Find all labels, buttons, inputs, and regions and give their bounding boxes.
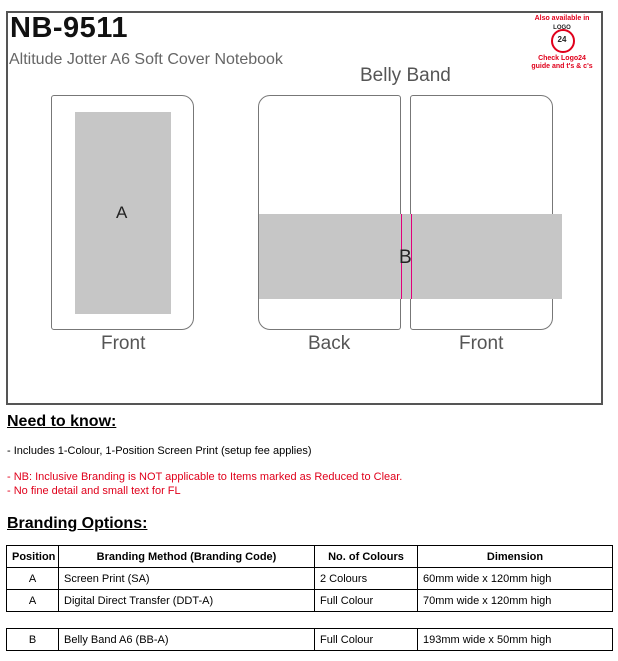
column-header: No. of Colours <box>315 546 418 568</box>
note-item: - Includes 1-Colour, 1-Position Screen Print (setup fee applies) <box>7 445 312 457</box>
cell-position: A <box>7 590 59 612</box>
logo24-note-line1: Also available in <box>534 15 590 22</box>
view-label-front: Front <box>101 333 146 354</box>
cell-position: A <box>7 568 59 590</box>
table-row <box>7 568 613 590</box>
position-label-b: B <box>399 247 412 268</box>
branding-options-table-b <box>6 628 613 651</box>
logo24-note-line2: Check Logo24 <box>538 55 586 62</box>
position-label-a: A <box>116 203 128 222</box>
view-label-front: Front <box>459 333 504 354</box>
logo24-note-line3: guide and t's & c's <box>531 63 593 70</box>
logo24-logo-number: 24 <box>557 35 567 44</box>
cell-dimension: 193mm wide x 50mm high <box>418 629 613 651</box>
branding-options-heading: Branding Options: <box>7 515 148 532</box>
need-to-know-heading: Need to know: <box>7 413 117 430</box>
table-row <box>7 590 613 612</box>
column-header: Position <box>7 546 59 568</box>
note-item-warning: - No fine detail and small text for FL <box>7 485 181 497</box>
cell-position: B <box>7 629 59 651</box>
table-header-row <box>7 546 613 568</box>
belly-band-heading: Belly Band <box>360 65 451 86</box>
view-label-back: Back <box>308 333 351 354</box>
cell-dimension: 70mm wide x 120mm high <box>418 590 613 612</box>
cell-colours: Full Colour <box>315 590 418 612</box>
note-item-warning: - NB: Inclusive Branding is NOT applicable to Items marked as Reduced to Clear. <box>7 471 403 483</box>
cell-dimension: 60mm wide x 120mm high <box>418 568 613 590</box>
branding-options-table <box>6 545 613 612</box>
logo24-logo-text: LOGO <box>553 25 571 31</box>
table-row <box>7 629 613 651</box>
product-code: NB-9511 <box>10 12 128 44</box>
column-header: Branding Method (Branding Code) <box>59 546 315 568</box>
logo24-note <box>526 15 598 71</box>
cell-colours: Full Colour <box>315 629 418 651</box>
cell-method: Belly Band A6 (BB-A) <box>59 629 315 651</box>
cell-method: Digital Direct Transfer (DDT-A) <box>59 590 315 612</box>
cell-colours: 2 Colours <box>315 568 418 590</box>
branding-template <box>6 11 603 405</box>
logo24-logo <box>547 24 577 54</box>
column-header: Dimension <box>418 546 613 568</box>
cell-method: Screen Print (SA) <box>59 568 315 590</box>
product-name: Altitude Jotter A6 Soft Cover Notebook <box>9 51 283 68</box>
